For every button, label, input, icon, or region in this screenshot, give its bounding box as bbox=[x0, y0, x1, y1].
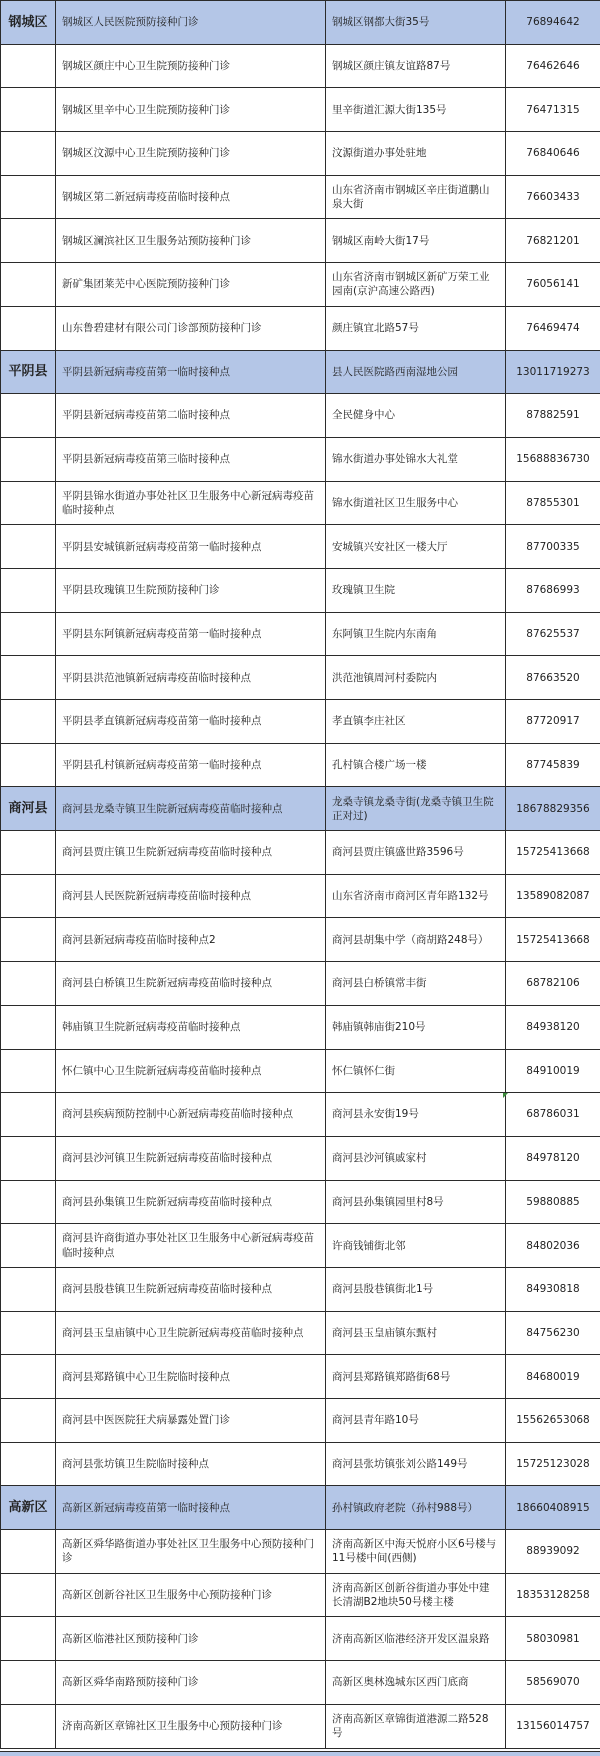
phone-cell: 87686993 bbox=[506, 568, 600, 612]
cell-corner-marker bbox=[503, 1093, 508, 1098]
table-row bbox=[1, 1530, 600, 1574]
address-cell: 东阿镇卫生院内东南角 bbox=[326, 612, 506, 656]
address-cell: 山东省济南市钢城区新矿万荣工业园南(京沪高速公路西) bbox=[326, 263, 506, 307]
table-row bbox=[1, 1355, 600, 1399]
district-cell: 高新区 bbox=[1, 1486, 56, 1530]
site-name-cell: 商河县白桥镇卫生院新冠病毒疫苗临时接种点 bbox=[56, 962, 326, 1006]
table-body bbox=[1, 1, 600, 1749]
district-cell bbox=[1, 1617, 56, 1661]
address-cell: 全民健身中心 bbox=[326, 394, 506, 438]
district-cell: 钢城区 bbox=[1, 1, 56, 45]
table-row bbox=[1, 481, 600, 525]
site-name-cell: 商河县殷巷镇卫生院新冠病毒疫苗临时接种点 bbox=[56, 1267, 326, 1311]
table-row bbox=[1, 394, 600, 438]
district-cell bbox=[1, 656, 56, 700]
district-cell bbox=[1, 88, 56, 132]
district-cell bbox=[1, 481, 56, 525]
site-name-cell: 商河县沙河镇卫生院新冠病毒疫苗临时接种点 bbox=[56, 1136, 326, 1180]
address-cell: 商河县白桥镇常丰街 bbox=[326, 962, 506, 1006]
phone-cell: 87663520 bbox=[506, 656, 600, 700]
district-cell bbox=[1, 1355, 56, 1399]
address-cell: 锦水街道社区卫生服务中心 bbox=[326, 481, 506, 525]
table-row bbox=[1, 1661, 600, 1705]
address-cell: 怀仁镇怀仁街 bbox=[326, 1049, 506, 1093]
address-cell: 龙桑寺镇龙桑寺街(龙桑寺镇卫生院正对过) bbox=[326, 787, 506, 831]
district-cell bbox=[1, 1267, 56, 1311]
phone-cell: 13011719273 bbox=[506, 350, 600, 394]
district-cell bbox=[1, 44, 56, 88]
phone-cell: 76603433 bbox=[506, 175, 600, 219]
site-name-cell: 钢城区颜庄中心卫生院预防接种门诊 bbox=[56, 44, 326, 88]
site-name-cell: 平阴县孔村镇新冠病毒疫苗第一临时接种点 bbox=[56, 743, 326, 787]
district-cell bbox=[1, 831, 56, 875]
site-name-cell: 怀仁镇中心卫生院新冠病毒疫苗临时接种点 bbox=[56, 1049, 326, 1093]
district-cell bbox=[1, 1136, 56, 1180]
site-name-cell: 高新区舜华南路预防接种门诊 bbox=[56, 1661, 326, 1705]
table-row bbox=[1, 1704, 600, 1748]
district-cell bbox=[1, 1661, 56, 1705]
phone-cell: 87625537 bbox=[506, 612, 600, 656]
table-row bbox=[1, 88, 600, 132]
table-row bbox=[1, 1136, 600, 1180]
site-name-cell: 商河县人民医院新冠病毒疫苗临时接种点 bbox=[56, 874, 326, 918]
address-cell: 颜庄镇宜北路57号 bbox=[326, 306, 506, 350]
site-name-cell: 平阴县新冠病毒疫苗第二临时接种点 bbox=[56, 394, 326, 438]
district-cell bbox=[1, 306, 56, 350]
phone-cell: 87855301 bbox=[506, 481, 600, 525]
phone-cell: 84978120 bbox=[506, 1136, 600, 1180]
phone-cell: 58030981 bbox=[506, 1617, 600, 1661]
site-name-cell: 高新区舜华路街道办事处社区卫生服务中心预防接种门诊 bbox=[56, 1530, 326, 1574]
address-cell: 孙村镇政府老院（孙村988号） bbox=[326, 1486, 506, 1530]
site-name-cell: 商河县玉皇庙镇中心卫生院新冠病毒疫苗临时接种点 bbox=[56, 1311, 326, 1355]
table-row bbox=[1, 437, 600, 481]
table-row bbox=[1, 1573, 600, 1617]
address-cell: 许商钱铺街北邻 bbox=[326, 1224, 506, 1268]
address-cell: 商河县殷巷镇街北1号 bbox=[326, 1267, 506, 1311]
site-name-cell: 山东鲁碧建材有限公司门诊部预防接种门诊 bbox=[56, 306, 326, 350]
district-cell bbox=[1, 394, 56, 438]
next-row-edge bbox=[0, 1751, 600, 1756]
site-name-cell: 钢城区澜滨社区卫生服务站预防接种门诊 bbox=[56, 219, 326, 263]
address-cell: 孝直镇李庄社区 bbox=[326, 700, 506, 744]
address-cell: 钢城区钢都大街35号 bbox=[326, 1, 506, 45]
phone-cell: 84910019 bbox=[506, 1049, 600, 1093]
phone-cell: 84802036 bbox=[506, 1224, 600, 1268]
site-name-cell: 平阴县孝直镇新冠病毒疫苗第一临时接种点 bbox=[56, 700, 326, 744]
site-name-cell: 钢城区汶源中心卫生院预防接种门诊 bbox=[56, 132, 326, 176]
site-name-cell: 高新区临港社区预防接种门诊 bbox=[56, 1617, 326, 1661]
site-name-cell: 钢城区人民医院预防接种门诊 bbox=[56, 1, 326, 45]
phone-cell: 88939092 bbox=[506, 1530, 600, 1574]
address-cell: 安城镇兴安社区一楼大厅 bbox=[326, 525, 506, 569]
site-name-cell: 商河县许商街道办事处社区卫生服务中心新冠病毒疫苗临时接种点 bbox=[56, 1224, 326, 1268]
site-name-cell: 平阴县新冠病毒疫苗第三临时接种点 bbox=[56, 437, 326, 481]
phone-cell: 18678829356 bbox=[506, 787, 600, 831]
district-cell bbox=[1, 743, 56, 787]
phone-cell: 84680019 bbox=[506, 1355, 600, 1399]
table-row bbox=[1, 175, 600, 219]
address-cell: 商河县玉皇庙镇东甄村 bbox=[326, 1311, 506, 1355]
address-cell: 商河县张坊镇张刘公路149号 bbox=[326, 1442, 506, 1486]
address-cell: 孔村镇合楼广场一楼 bbox=[326, 743, 506, 787]
address-cell: 商河县永安街19号 bbox=[326, 1093, 506, 1137]
table-row bbox=[1, 350, 600, 394]
phone-cell: 68786031 bbox=[506, 1093, 600, 1137]
phone-cell: 18353128258 bbox=[506, 1573, 600, 1617]
table-row bbox=[1, 787, 600, 831]
address-cell: 高新区奥林逸城东区西门底商 bbox=[326, 1661, 506, 1705]
site-name-cell: 平阴县玫瑰镇卫生院预防接种门诊 bbox=[56, 568, 326, 612]
district-cell bbox=[1, 437, 56, 481]
address-cell: 商河县青年路10号 bbox=[326, 1399, 506, 1443]
phone-cell: 84930818 bbox=[506, 1267, 600, 1311]
table-row bbox=[1, 1442, 600, 1486]
district-cell bbox=[1, 1399, 56, 1443]
site-name-cell: 平阴县洪范池镇新冠病毒疫苗临时接种点 bbox=[56, 656, 326, 700]
address-cell: 山东省济南市钢城区辛庄街道鹏山泉大街 bbox=[326, 175, 506, 219]
site-name-cell: 平阴县锦水街道办事处社区卫生服务中心新冠病毒疫苗临时接种点 bbox=[56, 481, 326, 525]
phone-cell: 76469474 bbox=[506, 306, 600, 350]
address-cell: 钢城区南岭大街17号 bbox=[326, 219, 506, 263]
phone-cell: 76471315 bbox=[506, 88, 600, 132]
phone-cell: 15725413668 bbox=[506, 831, 600, 875]
district-cell bbox=[1, 568, 56, 612]
address-cell: 商河县郑路镇郑路街68号 bbox=[326, 1355, 506, 1399]
table-row bbox=[1, 1486, 600, 1530]
site-name-cell: 商河县郑路镇中心卫生院临时接种点 bbox=[56, 1355, 326, 1399]
district-cell bbox=[1, 175, 56, 219]
table-row bbox=[1, 1005, 600, 1049]
district-cell bbox=[1, 918, 56, 962]
address-cell: 商河县胡集中学（商胡路248号） bbox=[326, 918, 506, 962]
site-name-cell: 商河县贾庄镇卫生院新冠病毒疫苗临时接种点 bbox=[56, 831, 326, 875]
table-row bbox=[1, 1399, 600, 1443]
site-name-cell: 新矿集团莱芜中心医院预防接种门诊 bbox=[56, 263, 326, 307]
table-row bbox=[1, 1224, 600, 1268]
address-cell: 山东省济南市商河区青年路132号 bbox=[326, 874, 506, 918]
table-row bbox=[1, 132, 600, 176]
district-cell bbox=[1, 1224, 56, 1268]
phone-cell: 76894642 bbox=[506, 1, 600, 45]
address-cell: 县人民医院路西南湿地公园 bbox=[326, 350, 506, 394]
table-row bbox=[1, 525, 600, 569]
district-cell bbox=[1, 1180, 56, 1224]
site-name-cell: 韩庙镇卫生院新冠病毒疫苗临时接种点 bbox=[56, 1005, 326, 1049]
district-cell: 商河县 bbox=[1, 787, 56, 831]
phone-cell: 68782106 bbox=[506, 962, 600, 1006]
district-cell bbox=[1, 874, 56, 918]
site-name-cell: 钢城区里辛中心卫生院预防接种门诊 bbox=[56, 88, 326, 132]
phone-cell: 87720917 bbox=[506, 700, 600, 744]
district-cell bbox=[1, 263, 56, 307]
phone-cell: 84938120 bbox=[506, 1005, 600, 1049]
district-cell bbox=[1, 132, 56, 176]
district-cell bbox=[1, 1704, 56, 1748]
district-cell bbox=[1, 612, 56, 656]
phone-cell: 87745839 bbox=[506, 743, 600, 787]
table-row bbox=[1, 1180, 600, 1224]
phone-cell: 15562653068 bbox=[506, 1399, 600, 1443]
phone-cell: 58569070 bbox=[506, 1661, 600, 1705]
address-cell: 汶源街道办事处驻地 bbox=[326, 132, 506, 176]
district-cell bbox=[1, 525, 56, 569]
district-cell bbox=[1, 1573, 56, 1617]
site-name-cell: 商河县新冠病毒疫苗临时接种点2 bbox=[56, 918, 326, 962]
table-row bbox=[1, 263, 600, 307]
address-cell: 洪范池镇周河村委院内 bbox=[326, 656, 506, 700]
district-cell bbox=[1, 1005, 56, 1049]
address-cell: 韩庙镇韩庙街210号 bbox=[326, 1005, 506, 1049]
site-name-cell: 平阴县安城镇新冠病毒疫苗第一临时接种点 bbox=[56, 525, 326, 569]
address-cell: 济南高新区创新谷街道办事处中建长清湖B2地块50号楼主楼 bbox=[326, 1573, 506, 1617]
phone-cell: 13589082087 bbox=[506, 874, 600, 918]
address-cell: 济南高新区临港经济开发区温泉路 bbox=[326, 1617, 506, 1661]
phone-cell: 18660408915 bbox=[506, 1486, 600, 1530]
site-name-cell: 商河县张坊镇卫生院临时接种点 bbox=[56, 1442, 326, 1486]
site-name-cell: 高新区创新谷社区卫生服务中心预防接种门诊 bbox=[56, 1573, 326, 1617]
district-cell bbox=[1, 1049, 56, 1093]
district-cell bbox=[1, 962, 56, 1006]
table-row bbox=[1, 1093, 600, 1137]
table-row bbox=[1, 1049, 600, 1093]
table-row bbox=[1, 874, 600, 918]
phone-cell: 76821201 bbox=[506, 219, 600, 263]
phone-cell: 15725413668 bbox=[506, 918, 600, 962]
table-row bbox=[1, 44, 600, 88]
district-cell bbox=[1, 700, 56, 744]
address-cell: 商河县贾庄镇盛世路3596号 bbox=[326, 831, 506, 875]
table-row bbox=[1, 612, 600, 656]
district-cell bbox=[1, 1093, 56, 1137]
address-cell: 里辛街道汇源大街135号 bbox=[326, 88, 506, 132]
table-row bbox=[1, 1311, 600, 1355]
phone-cell: 76056141 bbox=[506, 263, 600, 307]
table-row bbox=[1, 306, 600, 350]
table-row bbox=[1, 700, 600, 744]
site-name-cell: 商河县疾病预防控制中心新冠病毒疫苗临时接种点 bbox=[56, 1093, 326, 1137]
table-row bbox=[1, 568, 600, 612]
site-name-cell: 平阴县新冠病毒疫苗第一临时接种点 bbox=[56, 350, 326, 394]
table-row bbox=[1, 1617, 600, 1661]
site-name-cell: 平阴县东阿镇新冠病毒疫苗第一临时接种点 bbox=[56, 612, 326, 656]
address-cell: 商河县孙集镇园里村8号 bbox=[326, 1180, 506, 1224]
phone-cell: 13156014757 bbox=[506, 1704, 600, 1748]
site-name-cell: 高新区新冠病毒疫苗第一临时接种点 bbox=[56, 1486, 326, 1530]
table-row bbox=[1, 656, 600, 700]
site-name-cell: 钢城区第二新冠病毒疫苗临时接种点 bbox=[56, 175, 326, 219]
table-row bbox=[1, 831, 600, 875]
phone-cell: 15725123028 bbox=[506, 1442, 600, 1486]
phone-cell: 76840646 bbox=[506, 132, 600, 176]
phone-cell: 84756230 bbox=[506, 1311, 600, 1355]
phone-cell: 87882591 bbox=[506, 394, 600, 438]
site-name-cell: 商河县中医医院狂犬病暴露处置门诊 bbox=[56, 1399, 326, 1443]
district-cell: 平阴县 bbox=[1, 350, 56, 394]
address-cell: 锦水街道办事处锦水大礼堂 bbox=[326, 437, 506, 481]
address-cell: 济南高新区中海天悦府小区6号楼与11号楼中间(西侧) bbox=[326, 1530, 506, 1574]
district-cell bbox=[1, 1442, 56, 1486]
address-cell: 玫瑰镇卫生院 bbox=[326, 568, 506, 612]
address-cell: 商河县沙河镇戚家村 bbox=[326, 1136, 506, 1180]
phone-cell: 59880885 bbox=[506, 1180, 600, 1224]
district-cell bbox=[1, 1530, 56, 1574]
site-name-cell: 济南高新区章锦社区卫生服务中心预防接种门诊 bbox=[56, 1704, 326, 1748]
table-row bbox=[1, 1267, 600, 1311]
site-name-cell: 商河县龙桑寺镇卫生院新冠病毒疫苗临时接种点 bbox=[56, 787, 326, 831]
district-cell bbox=[1, 219, 56, 263]
site-name-cell: 商河县孙集镇卫生院新冠病毒疫苗临时接种点 bbox=[56, 1180, 326, 1224]
table-row bbox=[1, 918, 600, 962]
table-row bbox=[1, 962, 600, 1006]
district-cell bbox=[1, 1311, 56, 1355]
phone-cell: 15688836730 bbox=[506, 437, 600, 481]
table-row bbox=[1, 1, 600, 45]
table-row bbox=[1, 219, 600, 263]
phone-cell: 87700335 bbox=[506, 525, 600, 569]
address-cell: 济南高新区章锦街道港源二路528号 bbox=[326, 1704, 506, 1748]
table-row bbox=[1, 743, 600, 787]
phone-cell: 76462646 bbox=[506, 44, 600, 88]
address-cell: 钢城区颜庄镇友谊路87号 bbox=[326, 44, 506, 88]
